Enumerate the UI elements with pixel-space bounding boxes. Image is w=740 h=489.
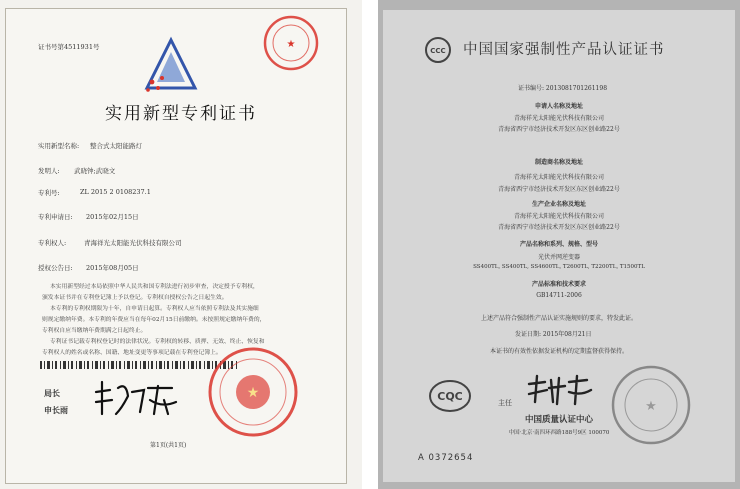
certification-center-name: 中国质量认证中心 (524, 415, 593, 425)
inventor: 武晓钟;武晓文 (74, 167, 116, 175)
utility-model-name-label: 实用新型名称: (38, 142, 80, 150)
inventor-label: 发明人: (38, 167, 60, 175)
patent-number: ZL 2015 2 0108237.1 (80, 188, 151, 196)
director-signature-icon (525, 374, 595, 406)
state-seal-icon (207, 346, 299, 438)
issue-date: 发证日期: 2015年08月21日 (515, 331, 592, 338)
filing-date: 2015年02月15日 (86, 213, 139, 221)
body-paragraph: 则规定缴纳年费。本专利的年费应当在每年02月15日前缴纳。未按照规定缴纳年费的， (42, 317, 266, 323)
body-paragraph: 专利权自应当缴纳年费期满之日起终止。 (42, 328, 147, 334)
patentee-label: 专利权人: (38, 239, 67, 247)
patent-number-label: 专利号: (38, 189, 60, 197)
svg-text:★: ★ (246, 385, 260, 401)
cqc-logo-icon (428, 378, 472, 414)
official-stamp-icon (262, 14, 320, 72)
standard-heading: 产品标准和技术要求 (531, 281, 586, 288)
body-paragraph: 颁发本证书并在专利登记簿上予以登记。专利权自授权公告之日起生效。 (42, 295, 228, 301)
utility-model-name: 整合式太阳能路灯 (90, 142, 142, 150)
manufacturer-address: 青海省西宁市经济技术开发区东区创业路22号 (498, 186, 620, 193)
patent-cert-number: 证书号第4511931号 (38, 43, 100, 51)
filing-date-label: 专利申请日: (38, 213, 73, 221)
conformity-statement: 上述产品符合强制性产品认证实施规则的要求，特发此证。 (480, 315, 637, 322)
applicant-name: 青海祥光太阳能光伏科技有限公司 (513, 115, 604, 122)
certification-center-address: 中国·北京·南四环西路188号9区 100070 (508, 430, 610, 436)
signatory-name: 申长雨 (44, 405, 68, 415)
manufacturer-heading: 制造商名称及地址 (534, 159, 583, 166)
grant-date-label: 授权公告日: (38, 264, 73, 272)
svg-text:CQC: CQC (437, 390, 463, 403)
manufacturer-name: 青海祥光太阳能光伏科技有限公司 (513, 174, 604, 181)
validity-note: 本证书的有效性依据发证机构的定期监督获得保持。 (489, 348, 628, 355)
patent-office-logo-icon (140, 36, 202, 94)
applicant-address: 青海省西宁市经济技术开发区东区创业路22号 (498, 126, 620, 133)
factory-address: 青海省西宁市经济技术开发区东区创业路22号 (498, 224, 620, 231)
patent-title: 实用新型专利证书 (105, 104, 257, 124)
standard-value: GB14711-2006 (536, 292, 582, 299)
svg-text:CCC: CCC (430, 47, 446, 55)
applicant-heading: 申请人名称及地址 (534, 103, 583, 110)
product-name: 光伏并网逆变器 (537, 254, 580, 261)
director-signature-icon (92, 378, 182, 420)
certificate-number: 证书编号: 2013081701261198 (518, 85, 608, 92)
body-paragraph: 专利证书记载专利权登记时的法律状况。专利权的转移、质押、无效、终止、恢复和 (50, 339, 265, 345)
grant-date: 2015年08月05日 (86, 264, 139, 272)
body-paragraph: 本实用新型经过本局依照中华人民共和国专利法进行初步审查，决定授予专利权， (50, 284, 259, 290)
svg-text:★: ★ (286, 39, 296, 50)
factory-heading: 生产企业名称及地址 (531, 201, 586, 208)
serial-number: A 0372654 (418, 453, 474, 463)
body-paragraph: 本专利的专利权期限为十年，自申请日起算。专利权人应当依照专利法及其实施细 (50, 306, 259, 312)
director-label: 主任 (498, 399, 512, 407)
ccc-logo-icon (424, 36, 452, 64)
product-models: SS400TL, SS400TL, SS4600TL, T2600TL, T2200TL, T1500TL (473, 264, 645, 270)
ccc-certificate-title: 中国国家强制性产品认证证书 (463, 42, 665, 58)
svg-text:★: ★ (645, 399, 657, 414)
body-paragraph: 专利权人的姓名或名称、国籍、地址变更等事项记载在专利登记簿上。 (42, 350, 222, 356)
product-heading: 产品名称和系列、规格、型号 (519, 241, 598, 248)
signatory-role: 局长 (44, 388, 60, 398)
patentee: 青海祥光太阳能光伏科技有限公司 (84, 239, 182, 247)
factory-name: 青海祥光太阳能光伏科技有限公司 (513, 213, 604, 220)
page-number: 第1页(共1页) (150, 442, 187, 449)
